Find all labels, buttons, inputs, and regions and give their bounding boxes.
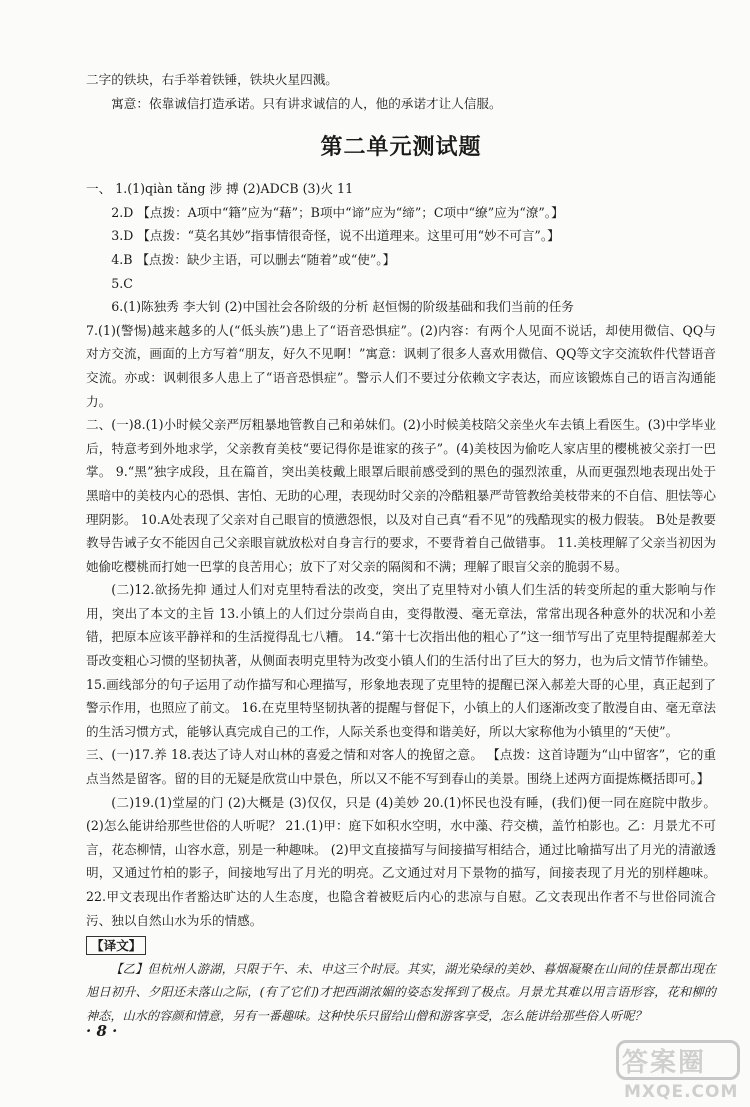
translation-header — [86, 934, 716, 958]
answer-q4: 4.B 【点拨：缺少主语，可以删去“随着”或“使”。】 — [111, 251, 396, 267]
page-content — [86, 68, 716, 1029]
answer-q3: 3.D 【点拨：“莫名其妙”指事情很奇怪，说不出道理来。这里可用“妙不可言”。】 — [111, 228, 560, 244]
translation-text: 【乙】但杭州人游湖，只限于午、未、申这三个时辰。其实，湖光染绿的美妙、暮烟凝聚在山间的佳景都出现在旭日初升、夕阳还未落山之际，(有了它们)才把西湖浓媚的姿态发挥到了极点。月景尤其难以用言语形容，花和柳的神态，山水的容颜和情意，另有一番趣味。这种快乐只留给山僧和游客享受，怎么能讲给那些俗人听呢？ — [86, 961, 716, 1023]
watermark-url: MXQE.COM — [624, 1082, 739, 1102]
answer-part3-a: 三、(一)17.养 18.表达了诗人对山林的喜爱之情和对客人的挽留之意。 【点拨：这首诗题为“山中留客”，它的重点当然是留客。留的目的无疑是欣赏山中景色，所以又不能不写到春山的美景。围绕上述两方面提炼概括即可。】 — [86, 747, 716, 787]
watermark-logo — [616, 1040, 740, 1102]
page-number: · 8 · — [86, 1022, 118, 1040]
section-title: 第二单元测试题 — [320, 135, 482, 161]
carryover-line: 二字的铁块，右手举着铁锤，铁块火星四溅。 — [86, 72, 338, 87]
watermark-text: 答案圈 — [622, 1048, 707, 1078]
translation-label: 【译文】 — [86, 936, 146, 955]
answer-part2-b: (二)12.欲扬先抑 通过人们对克里特看法的改变，突出了克里特对小镇人们生活的转变所起的重大影响与作用，突出了本文的主旨 13.小镇上的人们过分崇尚自由，变得散漫、毫无章法，常常出现各种意外的状况和小差错，把原本应该平静祥和的生活搅得乱七八糟。 14.“第十七次指出他的粗心了”这一细节写出了克里特提醒郝差大哥改变粗心习惯的坚韧执著，从侧面表明克里特为改变小镇人们的生活付出了巨大的努力，也为后文情节作铺垫。 15.画线部分的句子运用了动作描写和心理描写，形象地表现了克里特的提醒已深入郝差大哥的心里，真正起到了警示作用，也照应了前文。 16.在克里特坚韧执著的提醒与督促下，小镇上的人们逐渐改变了散漫自由、毫无章法的生活习惯方式，能够认真完成自己的工作，人际关系也变得和谐美好，所以大家称他为小镇里的“天使”。 — [86, 582, 716, 739]
answer-q1: 一、 1.(1)qiàn tǎng 涉 搏 (2)ADCB (3)火 11 — [86, 181, 354, 197]
answer-part2-a: 二、(一)8.(1)小时候父亲严厉粗暴地管教自己和弟妹们。(2)小时候美枝陪父亲坐火车去镇上看医生。(3)中学毕业后，特意考到外地求学，父亲教育美枝“要记得你是谁家的孩子”。(4)美枝因为偷吃人家店里的樱桃被父亲打一巴掌。 9.“黑”独字成段，且在篇首，突出美枝戴上眼罩后眼前感受到的黑色的强烈浓重，从而更强烈地表现出处于黑暗中的美枝内心的恐惧、害怕、无助的心理，表现幼时父亲的冷酷粗暴严苛管教给美枝带来的不自信、胆怯等心理阴影。 10.A处表现了父亲对自己眼盲的愤懑怨恨，以及对自己真“看不见”的残酷现实的极力假装。 B处是教要教导告诫子女不能因自己父亲眼盲就放松对自身言行的要求，不要背着自己做错事。 11.美枝理解了父亲当初因为她偷吃樱桃而打她一巴掌的良苦用心；放下了对父亲的隔阂和不满；理解了眼盲父亲的脆弱不易。 — [86, 417, 716, 574]
answer-part3-b: (二)19.(1)堂屋的门 (2)大概是 (3)仅仅，只是 (4)美妙 20.(1)怀民也没有睡，(我们)便一同在庭院中散步。 (2)怎么能讲给那些世俗的人听呢？ 21.(1)甲：庭下如积水空明，水中藻、荇交横，盖竹柏影也。乙：月景尤不可言，花态柳情，山容水意，别是一种趣味。 (2)甲文直接描写与间接描写相结合，通过比喻描写出了月光的清澈透明，又通过竹柏的影子，间接地写出了月光的明亮。乙文通过对月下景物的描写，间接表现了月光的别样趣味。 22.甲文表现出作者豁达旷达的人生态度，也隐含着被贬后内心的悲凉与自慰。乙文表现出作者不与世俗同流合污、独以自然山水为乐的情感。 — [86, 794, 716, 928]
answer-q7: 7.(1)(警惕)越来越多的人(“低头族”)患上了“语音恐惧症”。(2)内容：有两个人见面不说话，却使用微信、QQ与对方交流，画面的上方写着“朋友，好久不见啊！”寓意：讽刺了很多人喜欢用微信、QQ等文字交流软件代替语音交流。亦或：讽刺很多人患上了“语音恐惧症”。警示人们不要过分依赖文字表达，而应该锻炼自己的语言沟通能力。 — [86, 322, 716, 409]
answer-q2: 2.D 【点拨：A项中“籍”应为“藉”；B项中“谛”应为“缔”；C项中“缭”应为“潦”。】 — [111, 204, 564, 220]
answer-q6: 6.(1)陈独秀 李大钊 (2)中国社会各阶级的分析 赵恒惕的阶级基础和我们当前的任务 — [111, 299, 574, 315]
answer-q5: 5.C — [111, 275, 133, 291]
moral-line: 寓意：依靠诚信打造承诺。只有讲求诚信的人，他的承诺才让人信服。 — [111, 95, 502, 111]
